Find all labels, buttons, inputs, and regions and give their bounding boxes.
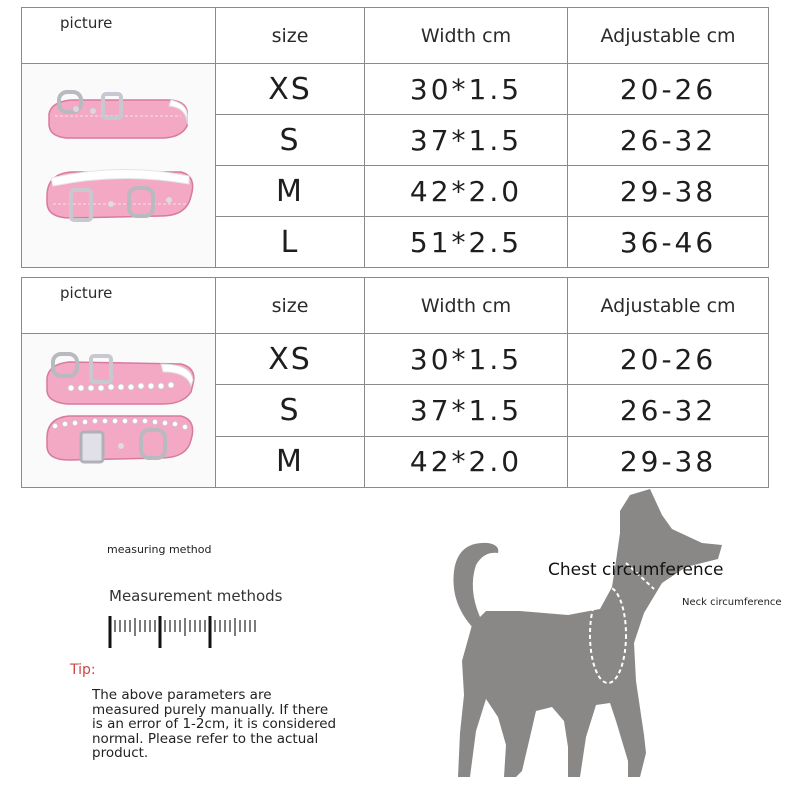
adjustable-cell: 20-26	[568, 334, 769, 385]
size-cell: M	[216, 166, 365, 217]
chest-circumference-label: Chest circumference	[548, 560, 724, 580]
header-adjustable: Adjustable cm	[568, 8, 769, 64]
size-table-rhinestone	[21, 277, 769, 488]
header-picture: picture	[22, 278, 216, 334]
size-cell: XS	[216, 64, 365, 115]
header-picture: picture	[22, 8, 216, 64]
size-cell: L	[216, 217, 365, 268]
width-cell: 42*2.0	[365, 166, 568, 217]
header-size: size	[216, 8, 365, 64]
size-cell: XS	[216, 334, 365, 385]
adjustable-cell: 29-38	[568, 166, 769, 217]
width-cell: 51*2.5	[365, 217, 568, 268]
table-header-row	[22, 278, 769, 334]
header-width: Width cm	[365, 278, 568, 334]
tip-text: The above parameters are measured purely manually. If there is an error of 1-2cm, it is considered normal. Please refer to the actual product.	[92, 687, 337, 761]
tip-title: Tip:	[70, 662, 96, 678]
measurement-methods-label: Measurement methods	[109, 587, 283, 605]
width-cell: 42*2.0	[365, 436, 568, 487]
width-cell: 30*1.5	[365, 334, 568, 385]
table-row	[22, 334, 769, 385]
plain-pink-collar-image	[41, 64, 196, 260]
size-cell: S	[216, 115, 365, 166]
size-cell: S	[216, 385, 365, 436]
width-cell: 37*1.5	[365, 115, 568, 166]
header-size: size	[216, 278, 365, 334]
width-cell: 30*1.5	[365, 64, 568, 115]
size-cell: M	[216, 436, 365, 487]
ruler-icon	[108, 614, 268, 650]
width-cell: 37*1.5	[365, 385, 568, 436]
adjustable-cell: 26-32	[568, 385, 769, 436]
adjustable-cell: 20-26	[568, 64, 769, 115]
adjustable-cell: 36-46	[568, 217, 769, 268]
adjustable-cell: 26-32	[568, 115, 769, 166]
header-adjustable: Adjustable cm	[568, 278, 769, 334]
table-row	[22, 64, 769, 115]
adjustable-cell: 29-38	[568, 436, 769, 487]
rhinestone-pink-collar-image	[41, 334, 196, 480]
measuring-method-label: measuring method	[107, 543, 212, 556]
plain-collar-image-cell	[22, 64, 216, 268]
dog-silhouette	[440, 485, 770, 795]
size-table-plain	[21, 7, 769, 268]
header-width: Width cm	[365, 8, 568, 64]
neck-circumference-label: Neck circumference	[682, 597, 782, 608]
table-header-row	[22, 8, 769, 64]
rhinestone-collar-image-cell	[22, 334, 216, 488]
